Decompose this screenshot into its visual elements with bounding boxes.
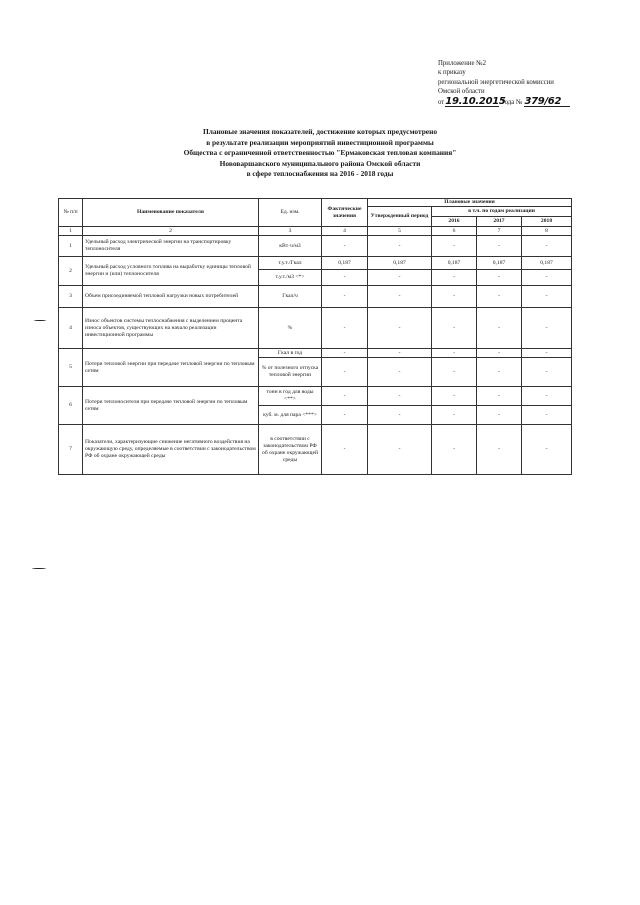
value-cell: 0,187: [368, 257, 432, 270]
column-number: 3: [259, 227, 322, 236]
appendix-line: Омской области: [438, 88, 485, 96]
row-num: 2: [59, 257, 83, 286]
title-line: Плановые значения показателей, достижение которых предусмотрено: [202, 127, 438, 136]
header-by-years: в т.ч. по годам реализации: [432, 207, 572, 217]
value-cell: -: [322, 308, 368, 349]
value-cell: -: [522, 387, 572, 406]
appendix-line: Приложение №2: [438, 60, 487, 67]
unit-cell: в соответствии с законодательством РФ об охране окружающей среды: [259, 425, 322, 475]
header-year-2017: 2017: [477, 217, 522, 227]
title-line: Общества с ограниченной ответственностью "Ермаковская тепловая компания": [183, 148, 457, 158]
order-date-line: [438, 97, 628, 107]
column-number: 7: [477, 227, 522, 236]
table-row: [59, 387, 572, 406]
value-cell: -: [322, 349, 368, 358]
row-num: 7: [59, 425, 83, 475]
handwritten-order-number: 379/62: [524, 97, 570, 107]
value-cell: -: [477, 358, 522, 387]
column-number: 4: [322, 227, 368, 236]
table-row: [59, 257, 572, 270]
value-cell: -: [522, 406, 572, 425]
indicator-name: Показатели, характеризующие снижение негативного воздействия на окружающую среду, определяемые в соответствии с законодательством РФ об охране окружающей среды: [83, 425, 259, 475]
value-cell: -: [368, 286, 432, 308]
value-cell: -: [477, 286, 522, 308]
table-row: [59, 349, 572, 358]
title-line: в результате реализации мероприятий инвестиционной программы: [206, 137, 434, 147]
column-number: 6: [432, 227, 477, 236]
column-number: 1: [59, 227, 83, 236]
table-row: [59, 308, 572, 349]
year-word: года №: [501, 98, 523, 106]
column-number: 8: [522, 227, 572, 236]
value-cell: -: [432, 286, 477, 308]
value-cell: 0,187: [522, 257, 572, 270]
value-cell: -: [368, 349, 432, 358]
value-cell: -: [477, 425, 522, 475]
value-cell: -: [322, 236, 368, 257]
value-cell: -: [522, 358, 572, 387]
unit-cell: Гкал/ч: [259, 286, 322, 308]
value-cell: -: [322, 406, 368, 425]
header-approved: Утвержденный период: [368, 207, 432, 227]
hole-punch-mark: [34, 320, 46, 321]
header-name: Наименование показателя: [83, 199, 259, 227]
row-num: 3: [59, 286, 83, 308]
value-cell: -: [368, 308, 432, 349]
indicator-name: Потери теплоносителя при передаче тепловой энергии по тепловым сетям: [83, 387, 259, 425]
header-year-2016: 2016: [432, 217, 477, 227]
unit-cell: куб. м. для пара <***>: [259, 406, 322, 425]
value-cell: -: [522, 286, 572, 308]
indicator-name: Износ объектов системы теплоснабжения с выделением процента износа объектов, существующих на начало реализации инвестиционной программы: [83, 308, 259, 349]
value-cell: -: [477, 387, 522, 406]
value-cell: -: [432, 349, 477, 358]
value-cell: -: [368, 270, 432, 286]
header-year-2018: 2018: [522, 217, 572, 227]
value-cell: -: [322, 387, 368, 406]
value-cell: -: [322, 358, 368, 387]
value-cell: -: [477, 349, 522, 358]
value-cell: -: [322, 270, 368, 286]
value-cell: -: [477, 406, 522, 425]
value-cell: -: [477, 308, 522, 349]
value-cell: -: [477, 270, 522, 286]
unit-cell: т.у.т./Гкал: [259, 257, 322, 270]
value-cell: -: [432, 236, 477, 257]
value-cell: -: [432, 270, 477, 286]
appendix-line: региональной энергетической комиссии: [438, 78, 554, 86]
table-row: [59, 425, 572, 475]
value-cell: -: [368, 406, 432, 425]
appendix-block: [438, 59, 628, 107]
hole-punch-mark: [32, 568, 46, 569]
value-cell: -: [322, 286, 368, 308]
value-cell: -: [522, 270, 572, 286]
value-cell: 0,187: [322, 257, 368, 270]
indicator-name: Объем присоединяемой тепловой нагрузки новых потребителей: [83, 286, 259, 308]
row-num: 6: [59, 387, 83, 425]
row-num: 4: [59, 308, 83, 349]
column-number: 5: [368, 227, 432, 236]
indicator-name: Удельный расход электрической энергии на транспортировку теплоносителя: [83, 236, 259, 257]
header-actual: Фактические значения: [322, 199, 368, 227]
indicator-name: Потери тепловой энергии при передаче тепловой энергии по тепловым сетям: [83, 349, 259, 387]
value-cell: 0,187: [432, 257, 477, 270]
document-title: [120, 127, 520, 180]
value-cell: -: [522, 425, 572, 475]
indicators-table: [58, 198, 572, 475]
value-cell: -: [432, 425, 477, 475]
unit-cell: Гкал в год: [259, 349, 322, 358]
value-cell: -: [368, 358, 432, 387]
row-num: 1: [59, 236, 83, 257]
value-cell: -: [432, 387, 477, 406]
value-cell: -: [477, 236, 522, 257]
date-prefix: от: [438, 98, 445, 106]
row-num: 5: [59, 349, 83, 387]
handwritten-date: 19.10.2015: [445, 95, 506, 107]
unit-cell: тонн в год для воды <**>: [259, 387, 322, 406]
value-cell: -: [432, 358, 477, 387]
value-cell: -: [522, 349, 572, 358]
table-row: [59, 236, 572, 257]
unit-cell: %: [259, 308, 322, 349]
table-row: [59, 286, 572, 308]
value-cell: 0,187: [477, 257, 522, 270]
value-cell: -: [368, 387, 432, 406]
value-cell: -: [368, 425, 432, 475]
appendix-line: к приказу: [438, 69, 466, 77]
value-cell: -: [368, 236, 432, 257]
unit-cell: % от полезного отпуска тепловой энергии: [259, 358, 322, 387]
header-num: № п/п: [59, 199, 83, 227]
header-planned: Плановые значения: [368, 199, 572, 207]
column-number: 2: [83, 227, 259, 236]
header-unit: Ед. изм.: [259, 199, 322, 227]
value-cell: -: [432, 406, 477, 425]
title-line: в сфере теплоснабжения на 2016 - 2018 годы: [246, 169, 394, 179]
title-line: Нововаршавского муниципального района Омской области: [219, 158, 421, 168]
value-cell: -: [322, 425, 368, 475]
unit-cell: т.у.т./м3 <*>: [259, 270, 322, 286]
value-cell: -: [522, 236, 572, 257]
value-cell: -: [522, 308, 572, 349]
unit-cell: кВт·ч/м3: [259, 236, 322, 257]
indicator-name: Удельный расход условного топлива на выработку единицы тепловой энергии и (или) теплоносителя: [83, 257, 259, 286]
value-cell: -: [432, 308, 477, 349]
